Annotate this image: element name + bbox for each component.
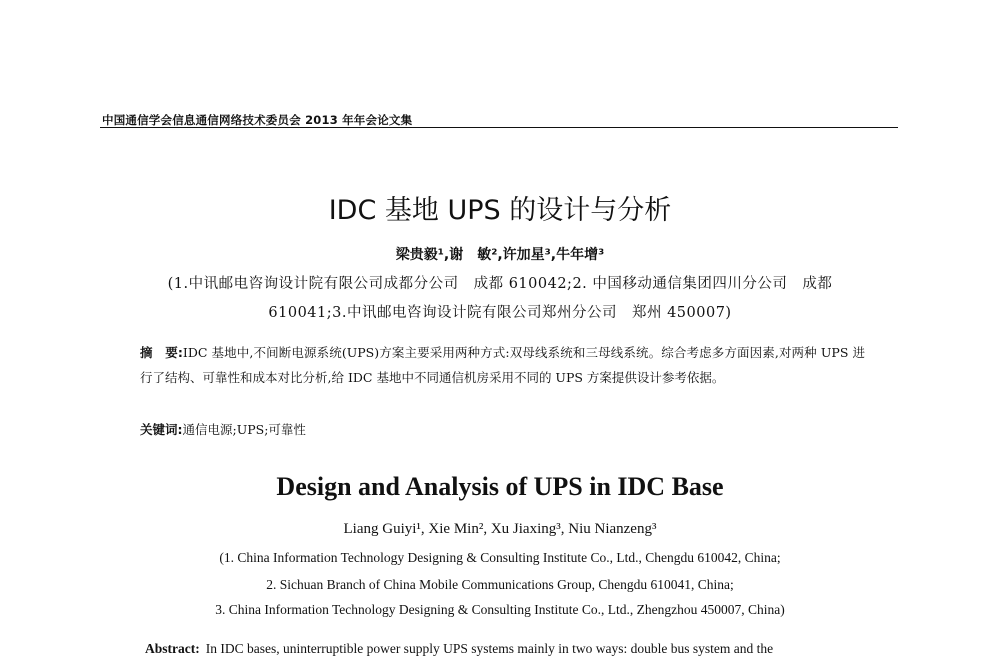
keywords-cn-text: 通信电源;UPS;可靠性: [182, 422, 306, 437]
proceedings-header: 中国通信学会信息通信网络技术委员会 2013 年年会论文集: [102, 113, 413, 127]
affiliation-en-1: (1. China Information Technology Designing & Consulting Institute Co., Ltd., Chengdu 610042, China;: [219, 550, 781, 565]
authors-chinese: 梁贵毅¹,谢 敏²,许加星³,牛年增³: [395, 247, 605, 263]
abstract-en-label: Abstract:: [145, 641, 200, 656]
title-english: Design and Analysis of UPS in IDC Base: [276, 472, 724, 501]
abstract-cn-label: 摘 要:: [140, 345, 183, 360]
affiliation-cn-line-2: 610041;3.中讯邮电咨询设计院有限公司郑州分公司 郑州 450007): [268, 305, 732, 321]
affiliations-chinese: [110, 270, 890, 328]
abstract-chinese: [140, 340, 865, 390]
keywords-chinese: [140, 420, 306, 438]
affiliation-en-2: 2. Sichuan Branch of China Mobile Communications Group, Chengdu 610041, China;: [266, 577, 734, 592]
abstract-en-text: In IDC bases, uninterruptible power supply UPS systems mainly in two ways: double bus system and the: [205, 641, 774, 656]
abstract-cn-text: IDC 基地中,不间断电源系统(UPS)方案主要采用两种方式:双母线系统和三母线系统。综合考虑多方面因素,对两种 UPS 进行了结构、可靠性和成本对比分析,给 IDC 基地中不同通信机房采用不同的 UPS 方案提供设计参考依据。: [140, 345, 866, 385]
affiliation-en-3: 3. China Information Technology Designing & Consulting Institute Co., Ltd., Zhengzhou 450007, China): [215, 602, 785, 617]
keywords-cn-label: 关键词:: [140, 422, 183, 437]
authors-english: Liang Guiyi¹, Xie Min², Xu Jiaxing³, Niu Nianzeng³: [343, 521, 657, 537]
abstract-english: [145, 641, 865, 657]
affiliation-cn-line-1: (1.中讯邮电咨询设计院有限公司成都分公司 成都 610042;2. 中国移动通信集团四川分公司 成都: [167, 276, 833, 292]
title-chinese: IDC 基地 UPS 的设计与分析: [328, 195, 672, 226]
header-rule: [100, 127, 898, 128]
